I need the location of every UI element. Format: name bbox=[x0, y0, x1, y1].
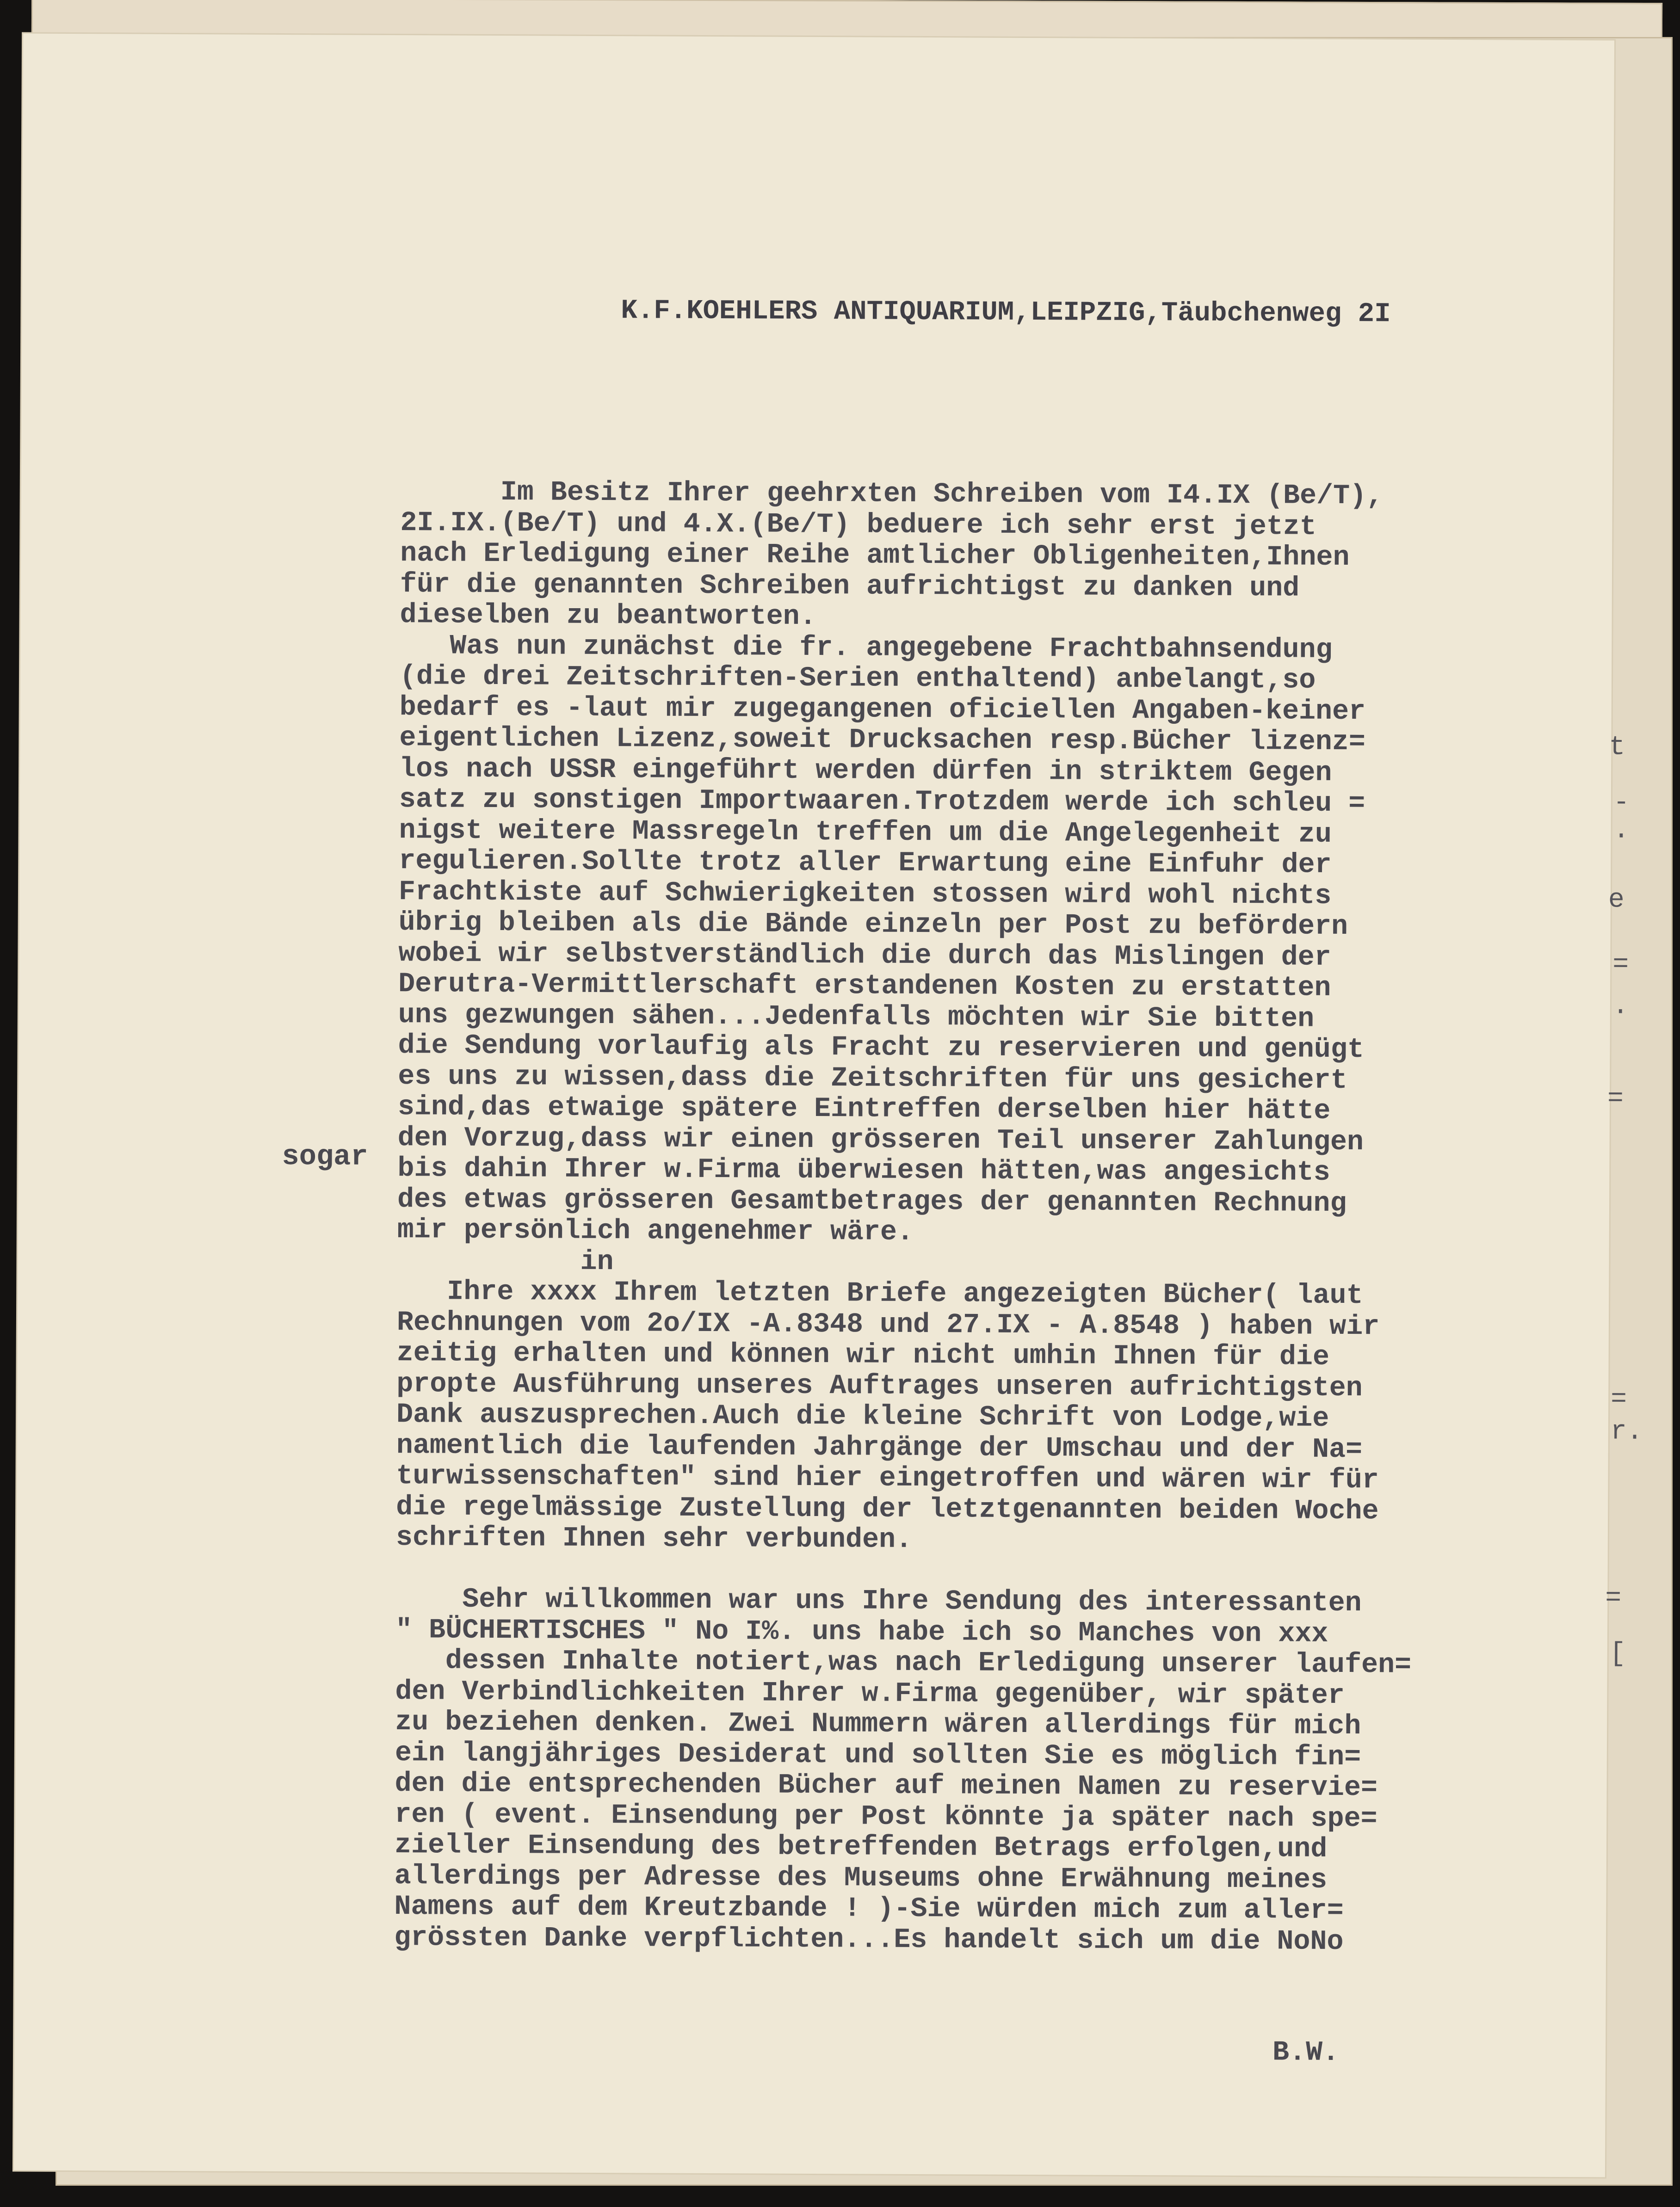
text-line: Frachtkiste auf Schwierigkeiten stossen wird wohl nichts bbox=[398, 876, 1332, 912]
text-line: (die drei Zeitschriften-Serien enthaltend) anbelangt,so bbox=[399, 661, 1316, 697]
text-line: in bbox=[397, 1245, 614, 1278]
text-line: Rechnungen vom 2o/IX -A.8348 und 27.IX - A.8548 ) haben wir bbox=[396, 1307, 1380, 1343]
margin-note: sogar bbox=[282, 1140, 368, 1173]
text-line: dessen Inhalte notiert,was nach Erledigung unserer laufen= bbox=[395, 1645, 1412, 1681]
text-line: den die entsprechenden Bücher auf meinen Namen zu reservie= bbox=[395, 1768, 1378, 1804]
edge-mark: = bbox=[1612, 949, 1629, 980]
text-line: allerdings per Adresse des Museums ohne Erwähnung meines bbox=[394, 1860, 1328, 1896]
text-line: übrig bleiben als die Bände einzeln per Post zu befördern bbox=[398, 907, 1348, 943]
text-line: zieller Einsendung des betreffenden Betrags erfolgen,und bbox=[394, 1830, 1328, 1865]
edge-mark: e bbox=[1608, 885, 1624, 915]
text-line: mir persönlich angenehmer wäre. bbox=[397, 1214, 914, 1248]
text-line: nach Erledigung einer Reihe amtlicher Obligenheiten,Ihnen bbox=[400, 538, 1350, 574]
text-line: eigentlichen Lizenz,soweit Drucksachen resp.Bücher lizenz= bbox=[399, 722, 1365, 758]
text-line: es uns zu wissen,dass die Zeitschriften für uns gesichert bbox=[398, 1060, 1347, 1097]
letterhead: K.F.KOEHLERS ANTIQUARIUM,LEIPZIG,Täubchenweg 2I bbox=[621, 295, 1391, 330]
text-line: den Verbindlichkeiten Ihrer w.Firma gegenüber, wir später bbox=[395, 1676, 1345, 1712]
text-line: los nach USSR eingeführt werden dürfen in striktem Gegen bbox=[399, 753, 1332, 789]
text-line: Dank auszusprechen.Auch die kleine Schrift von Lodge,wie bbox=[396, 1399, 1329, 1435]
text-line: nigst weitere Massregeln treffen um die Angelegenheit zu bbox=[399, 814, 1332, 851]
edge-mark: = bbox=[1611, 1384, 1627, 1415]
text-line: sind,das etwaige spätere Eintreffen derselben hier hätte bbox=[397, 1091, 1331, 1127]
text-line: die regelmässige Zustellung der letztgenannten beiden Woche bbox=[396, 1491, 1379, 1527]
text-line: Ihre xxxx Ihrem letzten Briefe angezeigten Bücher( laut bbox=[397, 1276, 1363, 1312]
text-line: Im Besitz Ihrer geehrxten Schreiben vom I4.IX (Be/T), bbox=[400, 476, 1384, 512]
letter-body bbox=[394, 477, 1603, 1958]
text-line: Derutra-Vermittlerschaft erstandenen Kosten zu erstatten bbox=[398, 968, 1331, 1004]
text-line: Sehr willkommen war uns Ihre Sendung des interessanten bbox=[395, 1584, 1362, 1620]
text-line: propte Ausführung unseres Auftrages unseren aufrichtigsten bbox=[396, 1368, 1363, 1404]
text-line: bedarf es -laut mir zugegangenen oficiellen Angaben-keiner bbox=[399, 691, 1366, 727]
text-line: Namens auf dem Kreutzbande ! )-Sie würden mich zum aller= bbox=[394, 1891, 1344, 1927]
text-line: regulieren.Sollte trotz aller Erwartung eine Einfuhr der bbox=[399, 845, 1332, 881]
text-line: dieselben zu beantworten. bbox=[400, 599, 816, 633]
edge-mark: = bbox=[1607, 1084, 1624, 1114]
text-line: zu beziehen denken. Zwei Nummern wären allerdings für mich bbox=[395, 1707, 1361, 1743]
text-line: zeitig erhalten und können wir nicht umhin Ihnen für die bbox=[396, 1338, 1330, 1373]
text-line: 2I.IX.(Be/T) und 4.X.(Be/T) beduere ich sehr erst jetzt bbox=[400, 507, 1316, 543]
text-line: satz zu sonstigen Importwaaren.Trotzdem werde ich schleu = bbox=[399, 784, 1365, 820]
edge-mark: [ bbox=[1609, 1639, 1626, 1669]
text-line: ein langjähriges Desiderat und sollten Sie es möglich fin= bbox=[395, 1737, 1361, 1773]
edge-mark: - bbox=[1613, 788, 1630, 818]
text-line: für die genannten Schreiben aufrichtigst zu danken und bbox=[400, 568, 1300, 604]
edge-mark: r. bbox=[1610, 1417, 1643, 1447]
text-line: bis dahin Ihrer w.Firma überwiesen hätten,was angesichts bbox=[397, 1153, 1330, 1189]
letter-page bbox=[14, 34, 1643, 2177]
text-line: Was nun zunächst die fr. angegebene Frachtbahnsendung bbox=[400, 630, 1333, 666]
text-line: uns gezwungen sähen...Jedenfalls möchten wir Sie bitten bbox=[398, 999, 1315, 1035]
text-line: turwissenschaften" sind hier eingetroffen und wären wir für bbox=[396, 1461, 1379, 1497]
signature-initials: B.W. bbox=[1272, 2037, 1340, 2069]
edge-mark: . bbox=[1612, 991, 1629, 1022]
text-line: " BÜCHERTISCHES " No I%. uns habe ich so Manches von xxx bbox=[395, 1614, 1328, 1650]
edge-mark: t bbox=[1609, 732, 1625, 763]
text-line: des etwas grösseren Gesamtbetrages der genannten Rechnung bbox=[397, 1184, 1347, 1220]
text-line: den Vorzug,dass wir einen grösseren Teil unserer Zahlungen bbox=[397, 1122, 1364, 1158]
text-line: ren ( event. Einsendung per Post könnte ja später nach spe= bbox=[395, 1799, 1377, 1835]
text-line: die Sendung vorlaufig als Fracht zu reservieren und genügt bbox=[398, 1030, 1365, 1066]
text-line: schriften Ihnen sehr verbunden. bbox=[395, 1522, 913, 1556]
edge-mark: = bbox=[1605, 1583, 1622, 1614]
text-line bbox=[395, 1554, 1598, 1590]
text-line: namentlich die laufenden Jahrgänge der Umschau und der Na= bbox=[396, 1430, 1363, 1466]
edge-mark: . bbox=[1613, 815, 1630, 846]
text-line: wobei wir selbstverständlich die durch das Mislingen der bbox=[398, 937, 1331, 974]
text-line: grössten Danke verpflichten...Es handelt sich um die NoNo bbox=[394, 1922, 1344, 1958]
